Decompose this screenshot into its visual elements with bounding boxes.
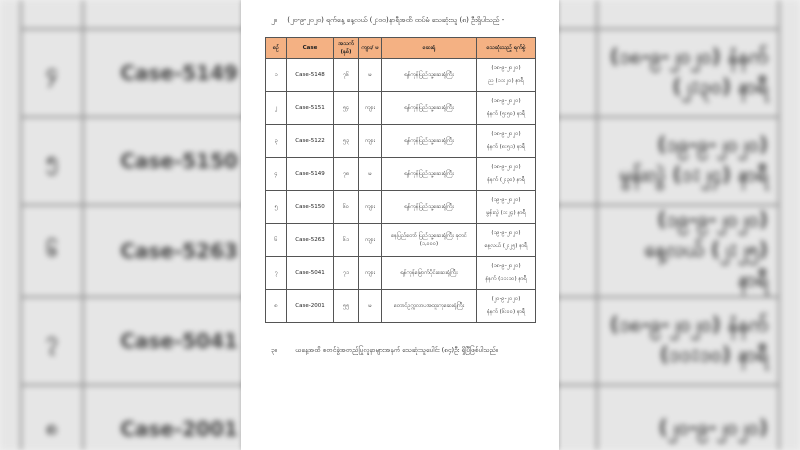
- death-time: နံနက် (၅:၅၀) နာရီ: [486, 111, 526, 117]
- cell-death-date: [477, 290, 536, 323]
- death-date: (၁၈-၉-၂၀၂၀): [491, 98, 521, 104]
- cell-death-date: [477, 125, 536, 158]
- deaths-table: [265, 37, 536, 323]
- document-page: [241, 0, 559, 450]
- death-date: (၁၈-၉-၂၀၂၀): [491, 263, 521, 269]
- cell-case: Case-2001: [287, 290, 334, 323]
- cell-sex: ကျား: [359, 224, 382, 257]
- cell-hospital: တောင်ဥက္ကလာပအထူးကုဆေးရုံကြီး: [382, 290, 477, 323]
- background-cell: ၈: [21, 385, 83, 450]
- cell-no: ၇: [266, 257, 287, 290]
- cell-death-date: [477, 59, 536, 92]
- cell-no: ၂: [266, 92, 287, 125]
- cell-sex: ကျား: [359, 125, 382, 158]
- cell-sex: မ: [359, 158, 382, 191]
- death-date: (၁၉-၉-၂၀၂၀): [491, 230, 521, 236]
- background-cell: (၁၉-၉-၂၀၂၀) မွန်းလွဲ (၁:၂၄) နာရီ: [597, 117, 779, 205]
- background-cell: [597, 0, 779, 29]
- death-time: မွန်းလွဲ (၁:၂၄) နာရီ: [486, 210, 526, 216]
- death-date: (၁၉-၉-၂၀၂၀): [491, 197, 521, 203]
- table-row: [266, 59, 536, 92]
- cell-case: Case-5151: [287, 92, 334, 125]
- footnote-number: ၃။: [271, 346, 277, 354]
- cell-hospital: ရန်ကုန်ပြည်သူ့ဆေးရုံကြီး: [382, 125, 477, 158]
- cell-age: ၇၁: [334, 257, 359, 290]
- section-heading: [271, 16, 504, 26]
- background-cell: ၄: [21, 29, 83, 117]
- death-time: နံနက် (၈:၅၁) နာရီ: [486, 144, 526, 150]
- cell-age: ၇၆: [334, 59, 359, 92]
- cell-case: Case-5041: [287, 257, 334, 290]
- cell-no: ၁: [266, 59, 287, 92]
- background-cell: (၁၈-၉-၂၀၂၀) နံနက် (၁၁:၁၀) နာရီ: [597, 297, 779, 385]
- cell-no: ၆: [266, 224, 287, 257]
- col-header-date: သေဆုံးသည့် ရက်စွဲ: [477, 38, 536, 59]
- cell-hospital: ရန်ကုန်ပြည်သူ့ဆေးရုံကြီး: [382, 92, 477, 125]
- cell-sex: ကျား: [359, 92, 382, 125]
- cell-case: Case-5263: [287, 224, 334, 257]
- background-cell: Case-5150: [83, 117, 275, 205]
- table-row: [266, 257, 536, 290]
- cell-sex: ကျား: [359, 191, 382, 224]
- background-cell: (၂၀-၉-၂၀၂၀): [597, 385, 779, 450]
- table-row: [266, 290, 536, 323]
- background-cell: ၇: [21, 297, 83, 385]
- cell-death-date: [477, 257, 536, 290]
- death-date: (၁၈-၉-၂၀၂၀): [491, 131, 521, 137]
- death-date: (၁၈-၉-၂၀၂၀): [491, 65, 521, 71]
- death-date: (၁၈-၉-၂၀၂၀): [491, 164, 521, 170]
- cell-death-date: [477, 224, 536, 257]
- death-time: နံနက် (၆:၀၀) နာရီ: [486, 309, 526, 315]
- cell-death-date: [477, 92, 536, 125]
- col-header-age: အသက် (နှစ်): [334, 38, 359, 59]
- footnote: [271, 346, 498, 356]
- cell-case: Case-5149: [287, 158, 334, 191]
- background-cell: [21, 0, 83, 29]
- cell-sex: မ: [359, 59, 382, 92]
- death-time: နေ့လယ် (၂:၂၅) နာရီ: [484, 243, 528, 249]
- cell-age: ၅၄: [334, 92, 359, 125]
- cell-death-date: [477, 191, 536, 224]
- background-cell: (၁၉-၉-၂၀၂၀) နေ့လယ် (၂:၂၅) နာရီ: [597, 205, 779, 297]
- death-time: နံနက် (၂:၃၀) နာရီ: [487, 177, 525, 183]
- cell-case: Case-5122: [287, 125, 334, 158]
- background-cell: Case-2001: [83, 385, 275, 450]
- col-header-no: စဉ်: [266, 38, 287, 59]
- cell-no: ၈: [266, 290, 287, 323]
- cell-age: ၇၈: [334, 158, 359, 191]
- table-row: [266, 92, 536, 125]
- col-header-case: Case: [287, 38, 334, 59]
- cell-no: ၃: [266, 125, 287, 158]
- footnote-text: ယနေ့အထိ စတင်ခွဲအတည်ပြုလူနာများအနက် သေဆုံးသူပေါင်း (၈၄)ဦး ရှိပြီဖြစ်ပါသည်။: [295, 346, 498, 354]
- cell-hospital: ရန်ကုန်ပြည်သူ့ဆေးရုံကြီး: [382, 59, 477, 92]
- cell-no: ၄: [266, 158, 287, 191]
- table-header-row: [266, 38, 536, 59]
- death-time: နံနက် (၁၁:၁၀) နာရီ: [485, 276, 527, 282]
- col-header-hospital: ဆေးရုံ: [382, 38, 477, 59]
- cell-age: ၆၁: [334, 224, 359, 257]
- heading-number: ၂။: [271, 16, 277, 24]
- cell-hospital: ရန်ကုန်ပြည်သူ့ဆေးရုံကြီး: [382, 158, 477, 191]
- cell-case: Case-5148: [287, 59, 334, 92]
- table-row: [266, 125, 536, 158]
- cell-sex: မ: [359, 290, 382, 323]
- cell-case: Case-5150: [287, 191, 334, 224]
- cell-age: ၅၃: [334, 125, 359, 158]
- background-cell: Case-5149: [83, 29, 275, 117]
- cell-hospital: နေပြည်တော် ပြည်သူ့ဆေးရုံကြီး ခုတင် (၁,၀၀၀): [382, 224, 477, 257]
- background-cell: Case-5263: [83, 205, 275, 297]
- heading-text: (၂၀-၉-၂၀၂၀) ရက်နေ့ နေ့လယ် (၂:၀၀)နာရီအထိ ထပ်မံ သေဆုံးသူ (၈) ဦးရှိပါသည် -: [287, 16, 505, 24]
- background-cell: Case-5041: [83, 297, 275, 385]
- cell-no: ၅: [266, 191, 287, 224]
- table-row: [266, 191, 536, 224]
- table-row: [266, 224, 536, 257]
- cell-hospital: ရန်ကုန်ပြည်သူ့ဆေးရုံကြီး: [382, 191, 477, 224]
- background-cell: ၆: [21, 205, 83, 297]
- background-cell: ၅: [21, 117, 83, 205]
- background-cell: (၁၈-၉-၂၀၂၀) နံနက် (၂:၃၀) နာရီ: [597, 29, 779, 117]
- cell-death-date: [477, 158, 536, 191]
- table-row: [266, 158, 536, 191]
- death-date: (၂၀-၉-၂၀၂၀): [491, 296, 521, 302]
- col-header-sex: ကျား/ မ: [359, 38, 382, 59]
- cell-age: ၅၅: [334, 290, 359, 323]
- cell-hospital: ရန်ကုန်မြောက်ပိုင်းဆေးရုံကြီး: [382, 257, 477, 290]
- death-time: ည (၁၁:၂၀) နာရီ: [488, 78, 524, 84]
- cell-sex: ကျား: [359, 257, 382, 290]
- cell-age: ၆၀: [334, 191, 359, 224]
